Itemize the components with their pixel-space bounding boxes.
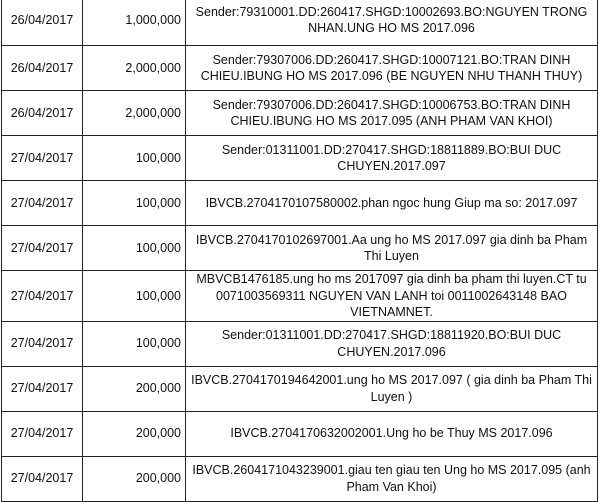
description-cell: IBVCB.2604171043239001.giau ten giau ten Ung ho MS 2017.095 (anh Pham Van Khoi) [186, 456, 598, 501]
table-row [2, 456, 598, 501]
description-cell: IBVCB.2704170102697001.Aa ung ho MS 2017.097 gia dinh ba Pham Thi Luyen [186, 226, 598, 271]
table-row [2, 366, 598, 411]
date-cell: 26/04/2017 [2, 0, 83, 46]
date-cell: 27/04/2017 [2, 411, 83, 456]
table-row [2, 91, 598, 136]
amount-cell: 200,000 [83, 456, 186, 501]
description-cell: IBVCB.2704170632002001.Ung ho be Thuy MS 2017.096 [186, 411, 598, 456]
date-cell: 27/04/2017 [2, 226, 83, 271]
description-cell: Sender:01311001.DD:270417.SHGD:18811889.BO:BUI DUC CHUYEN.2017.097 [186, 136, 598, 181]
amount-cell: 2,000,000 [83, 91, 186, 136]
amount-cell: 2,000,000 [83, 46, 186, 91]
transaction-table [1, 0, 598, 502]
amount-cell: 100,000 [83, 181, 186, 226]
amount-cell: 1,000,000 [83, 0, 186, 46]
date-cell: 27/04/2017 [2, 136, 83, 181]
date-cell: 27/04/2017 [2, 321, 83, 366]
description-cell: IBVCB.2704170194642001.ung ho MS 2017.097 ( gia dinh ba Pham Thi Luyen ) [186, 366, 598, 411]
amount-cell: 100,000 [83, 321, 186, 366]
table-row [2, 411, 598, 456]
description-cell: Sender:79310001.DD:260417.SHGD:10002693.BO:NGUYEN TRONG NHAN.UNG HO MS 2017.096 [186, 0, 598, 46]
table-row [2, 136, 598, 181]
date-cell: 26/04/2017 [2, 46, 83, 91]
amount-cell: 100,000 [83, 226, 186, 271]
table-row [2, 46, 598, 91]
table-row [2, 271, 598, 322]
table-row [2, 321, 598, 366]
date-cell: 27/04/2017 [2, 181, 83, 226]
date-cell: 26/04/2017 [2, 91, 83, 136]
table-row [2, 226, 598, 271]
date-cell: 27/04/2017 [2, 366, 83, 411]
amount-cell: 200,000 [83, 366, 186, 411]
amount-cell: 100,000 [83, 136, 186, 181]
date-cell: 27/04/2017 [2, 456, 83, 501]
amount-cell: 100,000 [83, 271, 186, 322]
table-row [2, 181, 598, 226]
table-row [2, 0, 598, 46]
date-cell: 27/04/2017 [2, 271, 83, 322]
amount-cell: 200,000 [83, 411, 186, 456]
description-cell: IBVCB.2704170107580002.phan ngoc hung Giup ma so: 2017.097 [186, 181, 598, 226]
description-cell: Sender:79307006.DD:260417.SHGD:10007121.BO:TRAN DINH CHIEU.IBUNG HO MS 2017.096 (BE NGUYEN NHU THANH THUY) [186, 46, 598, 91]
description-cell: MBVCB1476185.ung ho ms 2017097 gia dinh ba pham thi luyen.CT tu 0071003569311 NGUYEN VAN LANH toi 0011002643148 BAO VIETNAMNET. [186, 271, 598, 322]
description-cell: Sender:01311001.DD:270417.SHGD:18811920.BO:BUI DUC CHUYEN.2017.096 [186, 321, 598, 366]
description-cell: Sender:79307006.DD:260417.SHGD:10006753.BO:TRAN DINH CHIEU.IBUNG HO MS 2017.095 (ANH PHAM VAN KHOI) [186, 91, 598, 136]
